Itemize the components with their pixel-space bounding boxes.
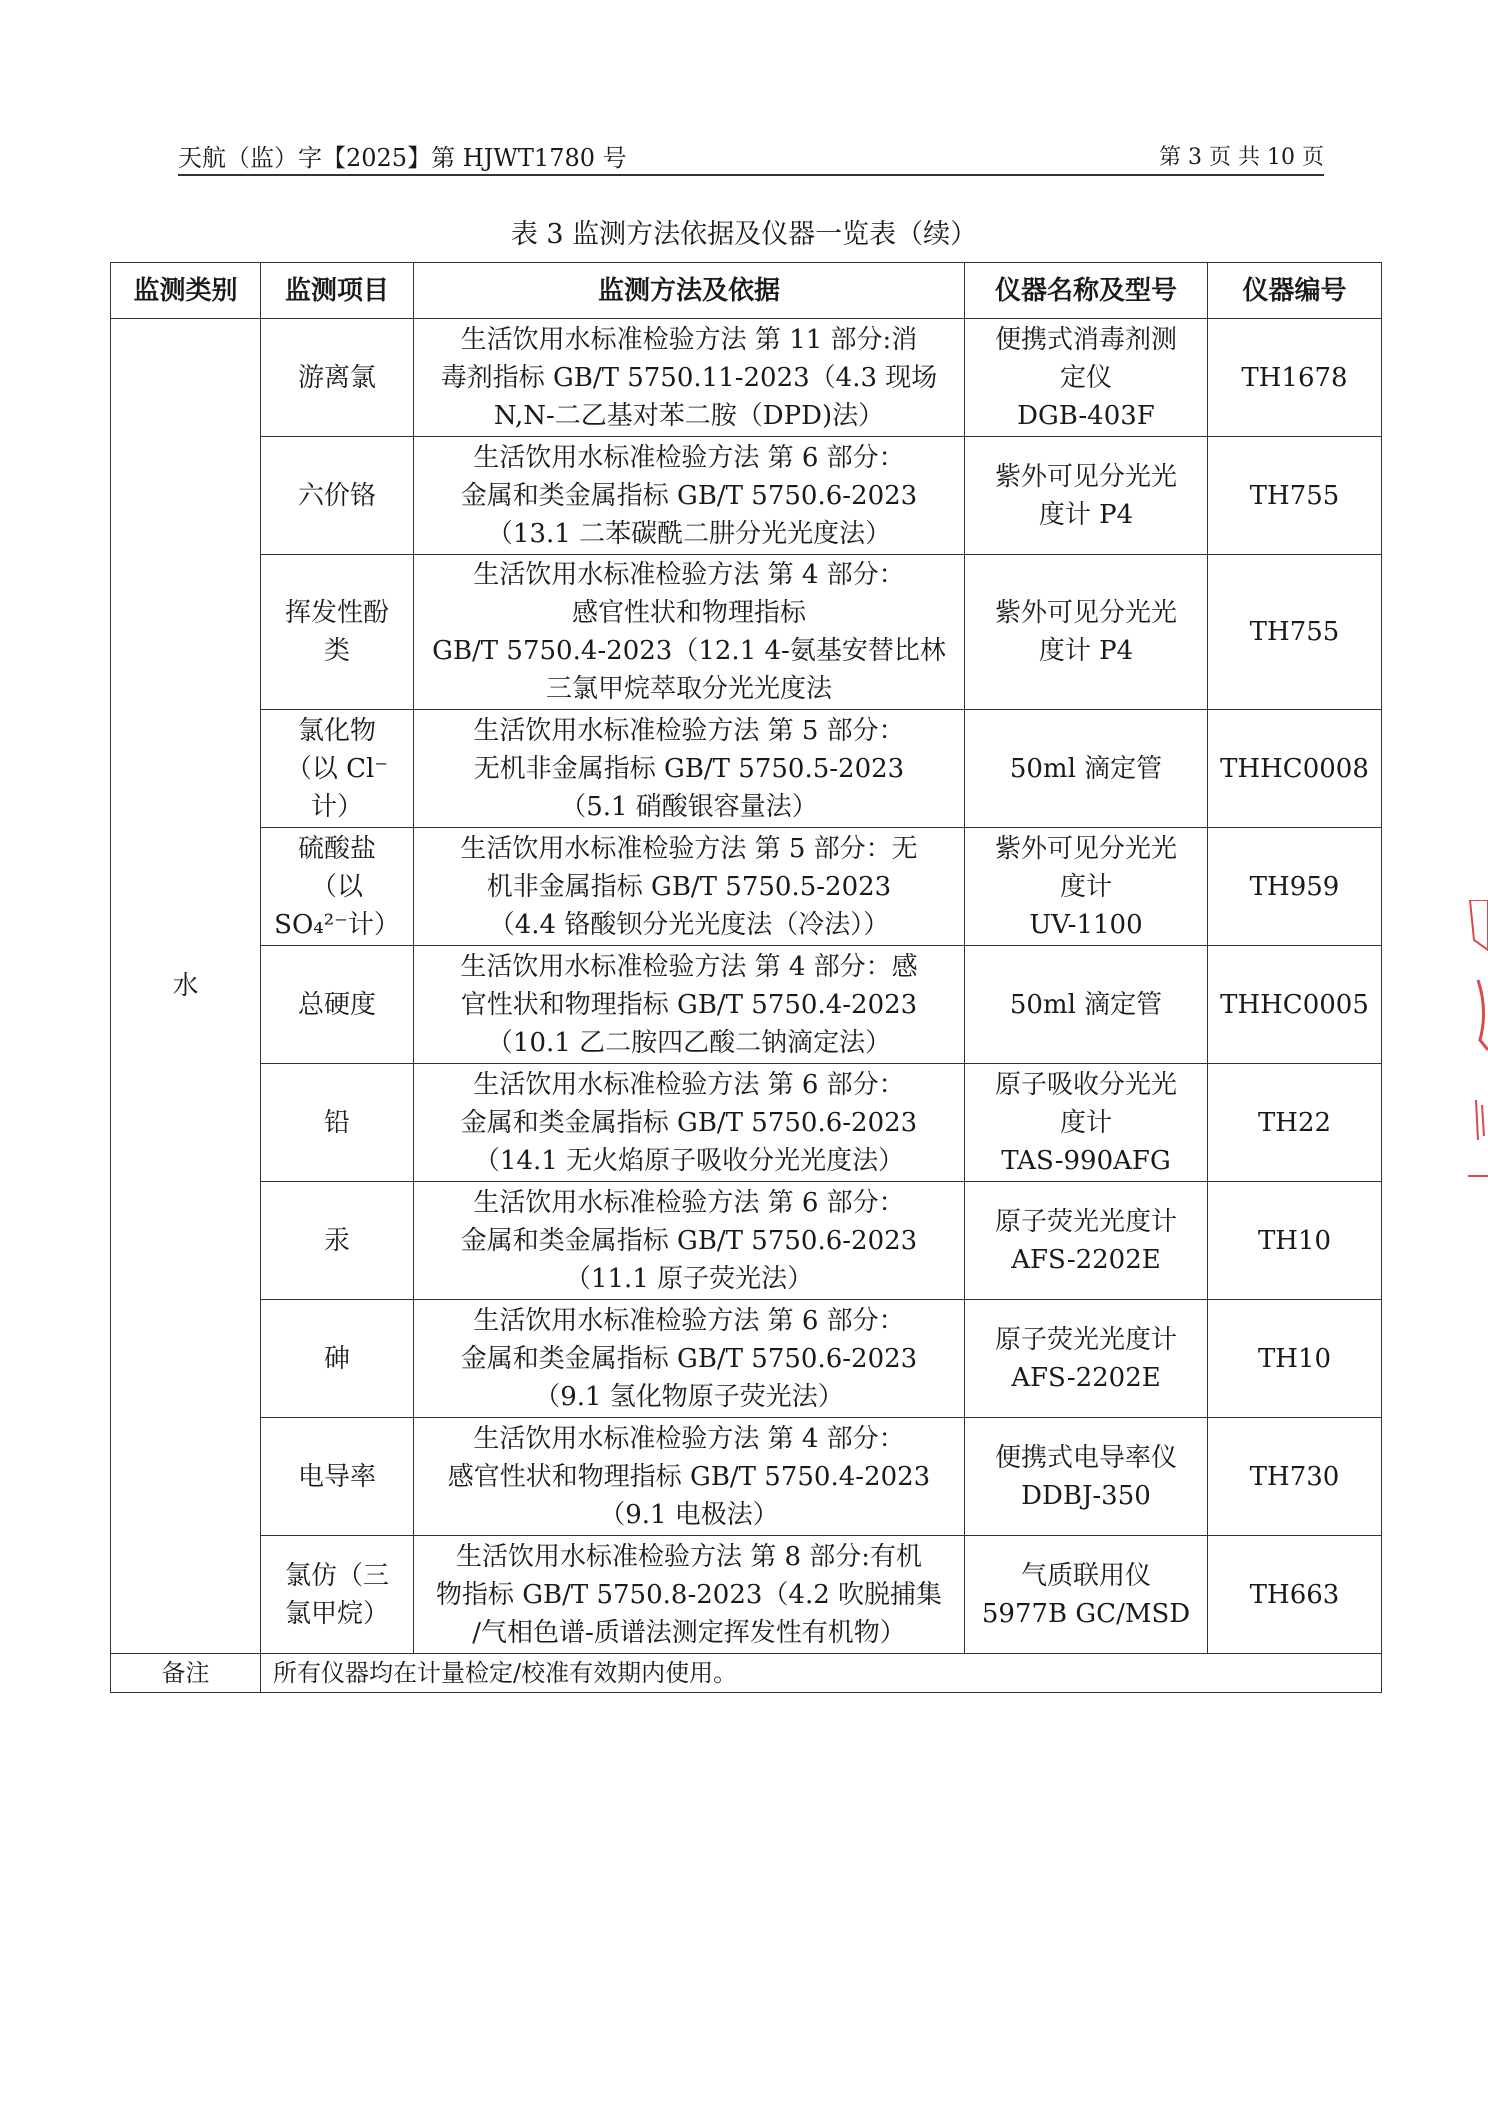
instrument-cell-line: 度计	[1059, 1107, 1112, 1138]
code-cell: THHC0008	[1208, 710, 1382, 828]
method-cell-line: 生活饮用水标准检验方法 第 5 部分：	[473, 715, 905, 746]
instrument-cell	[965, 1064, 1208, 1182]
instrument-cell-line: 度计	[1059, 871, 1112, 902]
method-cell-line: 金属和类金属指标 GB/T 5750.6-2023	[460, 1107, 918, 1138]
method-cell	[414, 1182, 965, 1300]
method-cell-line: 生活饮用水标准检验方法 第 11 部分:消	[460, 324, 918, 355]
instrument-cell-line: 紫外可见分光光	[994, 833, 1177, 864]
item-cell-line: 砷	[323, 1343, 350, 1374]
method-cell-line: 生活饮用水标准检验方法 第 8 部分:有机	[455, 1541, 923, 1572]
instrument-cell-line: 度计 P4	[1038, 499, 1134, 530]
instrument-cell	[965, 946, 1208, 1064]
code-cell: TH663	[1208, 1536, 1382, 1654]
item-cell-line: 挥发性酚	[284, 598, 389, 628]
instrument-cell	[965, 555, 1208, 710]
table-row	[111, 828, 1382, 946]
table-row	[111, 710, 1382, 828]
method-cell-line: 生活饮用水标准检验方法 第 4 部分：感	[460, 951, 918, 982]
item-cell	[261, 1300, 414, 1418]
page-header	[178, 134, 1324, 176]
instrument-cell-line: 度计 P4	[1038, 636, 1134, 666]
method-cell	[414, 319, 965, 437]
instrument-cell	[965, 1300, 1208, 1418]
method-cell-line: 金属和类金属指标 GB/T 5750.6-2023	[460, 480, 918, 511]
code-cell: THHC0005	[1208, 946, 1382, 1064]
instrument-cell-line: AFS-2202E	[1011, 1244, 1161, 1275]
instrument-cell	[965, 319, 1208, 437]
instrument-cell	[965, 437, 1208, 555]
item-cell-line: 游离氯	[297, 362, 376, 393]
instrument-cell-line: 原子荧光光度计	[994, 1324, 1177, 1355]
method-cell-line: 三氯甲烷萃取分光光度法	[545, 674, 832, 704]
item-cell-line: 氯甲烷）	[284, 1598, 389, 1629]
table-row	[111, 1300, 1382, 1418]
item-cell-line: 硫酸盐	[297, 833, 376, 864]
instrument-cell	[965, 828, 1208, 946]
method-cell-line: 官性状和物理指标 GB/T 5750.4-2023	[460, 989, 918, 1020]
method-cell-line: 金属和类金属指标 GB/T 5750.6-2023	[460, 1343, 918, 1374]
item-cell	[261, 1536, 414, 1654]
method-cell-line: GB/T 5750.4-2023（12.1 4-氨基安替比林	[432, 636, 946, 666]
category-cell: 水	[111, 319, 261, 1654]
code-cell: TH10	[1208, 1300, 1382, 1418]
table-row	[111, 437, 1382, 555]
item-cell-line: 六价铬	[297, 480, 376, 511]
instrument-cell-line: AFS-2202E	[1011, 1362, 1161, 1393]
item-cell	[261, 1064, 414, 1182]
method-cell	[414, 946, 965, 1064]
table-row	[111, 555, 1382, 710]
note-row	[111, 1654, 1382, 1693]
method-cell-line: 生活饮用水标准检验方法 第 6 部分：	[473, 1305, 905, 1336]
method-cell-line: 无机非金属指标 GB/T 5750.5-2023	[473, 753, 905, 784]
code-cell: TH1678	[1208, 319, 1382, 437]
instrument-cell	[965, 1182, 1208, 1300]
method-cell	[414, 1418, 965, 1536]
item-cell	[261, 710, 414, 828]
method-cell-line: 生活饮用水标准检验方法 第 6 部分：	[473, 1069, 905, 1100]
method-cell-line: （4.4 铬酸钡分光光度法（冷法））	[488, 909, 890, 940]
method-cell	[414, 555, 965, 710]
method-cell-line: /气相色谱-质谱法测定挥发性有机物）	[472, 1617, 906, 1648]
instrument-cell-line: TAS-990AFG	[1001, 1145, 1171, 1176]
instrument-cell-line: UV-1100	[1029, 909, 1143, 940]
method-cell	[414, 710, 965, 828]
method-cell-line: N,N-二乙基对苯二胺（DPD)法）	[493, 400, 885, 431]
instrument-cell-line: 原子荧光光度计	[994, 1206, 1177, 1237]
code-cell: TH755	[1208, 555, 1382, 710]
method-cell	[414, 437, 965, 555]
instrument-cell-line: 紫外可见分光光	[994, 598, 1177, 628]
method-cell-line: （9.1 电极法）	[599, 1499, 779, 1530]
method-cell	[414, 1300, 965, 1418]
instrument-cell-line: 紫外可见分光光	[994, 461, 1177, 492]
method-cell-line: 生活饮用水标准检验方法 第 6 部分：	[473, 1187, 905, 1218]
instrument-cell	[965, 1536, 1208, 1654]
method-cell-line: （5.1 硝酸银容量法）	[560, 791, 818, 822]
code-cell: TH10	[1208, 1182, 1382, 1300]
report-number: 天航（监）字【2025】第 HJWT1780 号	[178, 144, 627, 172]
item-cell	[261, 555, 414, 710]
note-label: 备注	[111, 1654, 261, 1693]
instrument-cell-line: 原子吸收分光光	[994, 1069, 1177, 1100]
table-row	[111, 1064, 1382, 1182]
method-cell	[414, 1536, 965, 1654]
instrument-cell-line: 便携式消毒剂测	[994, 324, 1177, 355]
method-cell-line: 生活饮用水标准检验方法 第 4 部分：	[473, 1423, 905, 1454]
instrument-cell-line: 50ml 滴定管	[1009, 753, 1163, 784]
note-text: 所有仪器均在计量检定/校准有效期内使用。	[261, 1654, 1382, 1693]
code-cell: TH730	[1208, 1418, 1382, 1536]
table-row	[111, 319, 1382, 437]
item-cell-line: 氯仿（三	[284, 1560, 389, 1591]
methods-table	[110, 262, 1382, 1693]
item-cell-line: 计）	[310, 791, 363, 822]
code-cell: TH959	[1208, 828, 1382, 946]
table-row	[111, 1418, 1382, 1536]
item-cell-line: （以 Cl⁻	[285, 753, 389, 784]
red-stamp-fragment	[1464, 900, 1488, 1180]
col-header-category: 监测类别	[111, 263, 261, 319]
table-row	[111, 946, 1382, 1064]
item-cell	[261, 437, 414, 555]
instrument-cell-line: 便携式电导率仪	[994, 1442, 1177, 1473]
item-cell-line: 汞	[323, 1225, 350, 1256]
instrument-cell-line: DGB-403F	[1017, 400, 1155, 431]
item-cell	[261, 828, 414, 946]
instrument-cell-line: 定仪	[1059, 362, 1112, 393]
method-cell-line: 感官性状和物理指标	[571, 598, 806, 628]
item-cell-line: （以	[310, 871, 363, 902]
item-cell	[261, 946, 414, 1064]
instrument-cell	[965, 1418, 1208, 1536]
method-cell-line: （11.1 原子荧光法）	[564, 1263, 814, 1294]
method-cell-line: 毒剂指标 GB/T 5750.11-2023（4.3 现场	[440, 362, 938, 393]
method-cell-line: （14.1 无火焰原子吸收分光光度法）	[473, 1145, 905, 1176]
method-cell	[414, 1064, 965, 1182]
method-cell-line: 感官性状和物理指标 GB/T 5750.4-2023	[447, 1461, 931, 1492]
table-title: 表 3 监测方法依据及仪器一览表（续）	[510, 219, 978, 250]
method-cell-line: （9.1 氢化物原子荧光法）	[534, 1381, 844, 1412]
item-cell	[261, 1418, 414, 1536]
method-cell	[414, 828, 965, 946]
table-header-row	[111, 263, 1382, 319]
instrument-cell-line: 50ml 滴定管	[1009, 989, 1163, 1020]
item-cell-line: 铅	[323, 1107, 350, 1138]
col-header-item: 监测项目	[261, 263, 414, 319]
table-row	[111, 1536, 1382, 1654]
page-number: 第 3 页 共 10 页	[1159, 145, 1324, 170]
method-cell-line: 生活饮用水标准检验方法 第 6 部分：	[473, 442, 905, 473]
item-cell-line: 总硬度	[297, 989, 376, 1020]
method-cell-line: （10.1 乙二胺四乙酸二钠滴定法）	[486, 1027, 892, 1058]
item-cell	[261, 1182, 414, 1300]
method-cell-line: （13.1 二苯碳酰二肼分光光度法）	[486, 518, 892, 549]
instrument-cell-line: 5977B GC/MSD	[981, 1598, 1191, 1629]
code-cell: TH22	[1208, 1064, 1382, 1182]
method-cell-line: 机非金属指标 GB/T 5750.5-2023	[486, 871, 892, 902]
col-header-code: 仪器编号	[1208, 263, 1382, 319]
method-cell-line: 金属和类金属指标 GB/T 5750.6-2023	[460, 1225, 918, 1256]
instrument-cell	[965, 710, 1208, 828]
method-cell-line: 生活饮用水标准检验方法 第 4 部分：	[473, 560, 905, 590]
item-cell-line: 类	[323, 636, 350, 666]
method-cell-line: 物指标 GB/T 5750.8-2023（4.2 吹脱捕集	[435, 1579, 943, 1610]
instrument-cell-line: 气质联用仪	[1020, 1560, 1151, 1591]
item-cell-line: 电导率	[297, 1461, 376, 1492]
instrument-cell-line: DDBJ-350	[1021, 1480, 1151, 1511]
code-cell: TH755	[1208, 437, 1382, 555]
col-header-instrument: 仪器名称及型号	[965, 263, 1208, 319]
item-cell	[261, 319, 414, 437]
item-cell-line: 氯化物	[297, 715, 376, 746]
col-header-method: 监测方法及依据	[414, 263, 965, 319]
method-cell-line: 生活饮用水标准检验方法 第 5 部分：无	[460, 833, 918, 864]
item-cell-line: SO₄²⁻计）	[274, 909, 400, 940]
table-row	[111, 1182, 1382, 1300]
